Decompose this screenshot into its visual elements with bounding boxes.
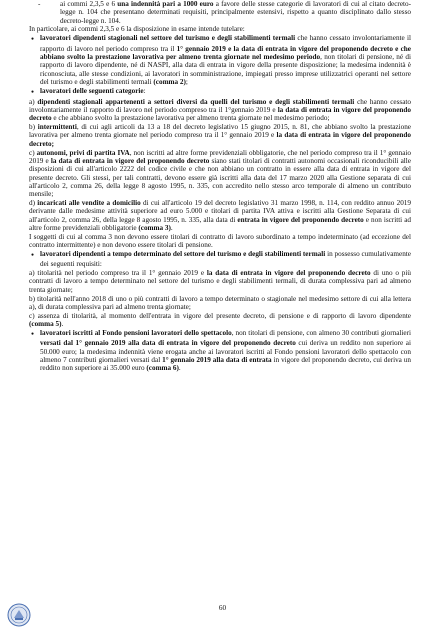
paragraph (29, 295, 411, 312)
dash-marker: - (38, 0, 41, 8)
text-run: c) (29, 148, 37, 157)
bold-text: incaricati alle vendite a domicilio (37, 198, 141, 207)
text-run: c) assenza di titolarità, al momento dell'entrata in vigore del presente decreto, di pensione e di rapporto di lavoro dipendente (29, 311, 411, 320)
paragraph (29, 233, 411, 250)
bold-text: lavoratori dipendenti a tempo determinato del settore del turismo e degli stabilimenti termali (40, 249, 326, 258)
bullet-marker: ● (31, 37, 35, 43)
senate-seal-icon (7, 603, 31, 627)
text-run: che hanno cessato involontariamente il rapporto di lavoro nel periodo compreso tra il 1°gennaio 2019 e (29, 97, 411, 114)
text-run: a favore delle stesse categorie di lavoratori di cui al citato decreto-legge n. 104 che presentano determinati requisiti, principalmente estensivi, rispetto a quanto disciplinato dallo stesso decreto-legge n. 104. (60, 0, 411, 25)
text-run: e non iscritti ad altre forme previdenziali obbligatorie (29, 215, 411, 232)
text-run: : (143, 86, 146, 95)
text-run: di uno o più contratti di lavoro a tempo determinato nel settore del turismo e degli stabilimenti termali, di durata complessiva pari ad almeno trenta giornate; (29, 269, 411, 294)
text-run: e che abbiano svolto la prestazione lavorativa per almeno trenta giornate nel medesimo periodo; (51, 114, 330, 123)
paragraph (29, 269, 411, 294)
bold-text: la data di entrata in vigore del proponendo decreto (50, 156, 210, 165)
paragraph (29, 98, 411, 123)
bullet-paragraph (29, 87, 411, 97)
text-run: siano stati titolari di contratti autonomi occasionali riconducibili alle disposizioni di cui all'articolo 2222 del codice civile e che non abbiano un contratto in essere alla data di entrata in vigore del presente decreto. Gli stessi, per tali contratti, devono essere già iscritti alla data del 17 marzo 2020 alla Gestione separata di cui all'articolo 2, comma 26, della legge 8 agosto 1995, n. 335, con accredito nello stesso arco temporale di almeno un contributo mensile; (29, 156, 411, 199)
text-run: , di cui agli articoli da 13 a 18 del decreto legislativo 15 giugno 2015, n. 81, che abbiano svolto la prestazione lavorativa per almeno trenta giornate nel periodo compreso tra il 1° gennaio 2019 e (29, 123, 411, 140)
bullet-marker: ● (31, 332, 35, 337)
text-run: cui deriva un reddito non superiore ai 50.000 euro; la medesima indennità viene erogata anche ai lavoratori iscritti al Fondo pensioni lavoratori dello spettacolo con almeno 7 contributi giornalieri versati dal (40, 339, 411, 364)
bold-text: (comma 3) (138, 223, 171, 232)
bullet-paragraph (29, 34, 411, 86)
text-run: in vigore del proponendo decreto, cui deriva un reddito non superiore ai 35.000 euro (40, 355, 411, 373)
bold-text: dipendenti stagionali appartenenti a settori diversi da quelli del turismo e degli stabilimenti termali (37, 97, 355, 106)
text-run: a) titolarità nel periodo compreso tra il 1° gennaio 2019 e (29, 269, 207, 278)
text-run: , non titolari di pensione, con almeno 30 contributi giornalieri (231, 329, 411, 337)
text-run: di cui all'articolo 19 del decreto legislativo 31 marzo 1998, n. 114, con reddito annuo 2019 derivante dalle medesime attività superiore ad euro 5.000 e titolari di partita IVA attiva e iscritti alla Gestione Separata di cui all'articolo 2, comma 26, della legge 8 agosto 1995, n. 335, alla data di (29, 198, 411, 224)
bold-text: la data di entrata in vigore del proponendo decreto (29, 105, 411, 123)
dash-paragraph (29, 0, 411, 25)
paragraph (29, 149, 411, 199)
bold-text: (comma 6) (146, 364, 179, 373)
text-run: , non titolari di pensione, né di rapporto di lavoro dipendente, né di NASPI, alla data di entrata in vigore della presente disposizione; la medesima indennità è riconosciuta, alle stesse condizioni, ai lavoratori in somministrazione, impiegati presso imprese utilizzatrici operanti nel settore del turismo e degli stabilimenti termali (40, 52, 411, 86)
text-run: ai commi 2,3,5 e 6 (60, 0, 118, 8)
bullet-marker: ● (31, 89, 35, 95)
bold-text: autonomi, privi di partita IVA (36, 148, 130, 157)
text-run: a) (29, 97, 38, 106)
bold-text: 1° gennaio 2019 alla data di entrata (162, 355, 272, 364)
text-run: , non iscritti ad altre forme previdenziali obbligatorie, che nel periodo compreso tra il 1° gennaio 2019 e (29, 148, 411, 165)
bold-text: lavoratori iscritti al Fondo pensioni lavoratori dello spettacolo (40, 329, 232, 337)
paragraph (29, 312, 411, 329)
text-run: . (170, 223, 173, 232)
text-run: In particolare, ai commi 2,3,5 e 6 la disposizione in esame intende tutelare: (29, 25, 245, 34)
paragraph (29, 199, 411, 232)
bold-text: lavoratori dipendenti stagionali nel settore del turismo e degli stabilimenti termali (40, 34, 296, 43)
text-run: . (178, 364, 181, 373)
bold-text: (comma 2) (153, 77, 186, 86)
paragraph (29, 123, 411, 148)
text-run: d) (29, 198, 38, 207)
text-run: che hanno cessato involontariamente il rapporto di lavoro nel periodo compreso tra il (40, 34, 411, 53)
text-run: I soggetti di cui al comma 3 non devono essere titolari di contratto di lavoro subordinato a tempo indeterminato (ad eccezione del contratto intermittente) e non devono essere titolari di pensione. (29, 232, 411, 250)
text-run: ; (185, 77, 188, 86)
bold-text: intermittenti (37, 123, 77, 132)
bold-text: (comma 5) (29, 320, 62, 329)
document-body (29, 0, 411, 373)
text-run: b) titolarità nell'anno 2018 di uno o più contratti di lavoro a tempo determinato o stagionale nel medesimo settore di cui alla lettera a), di durata complessiva pari ad almeno trenta giornate; (29, 294, 411, 311)
bold-text: una indennità pari a 1000 euro (117, 0, 214, 8)
bold-text: 1° gennaio 2019 e la data di entrata in vigore del proponendo decreto e che abbiano svolto la prestazione lavorativa per almeno trenta giornate nel medesimo periodo (40, 44, 411, 61)
bold-text: versati dal 1° gennaio 2019 alla data di entrata in vigore del proponendo decreto (40, 339, 296, 348)
bold-text: la data di entrata in vigore del proponendo decreto (206, 269, 371, 278)
bullet-paragraph (29, 329, 411, 372)
bullet-marker: ● (31, 252, 35, 258)
bold-text: la data di entrata in vigore del proponendo decreto; (29, 131, 411, 148)
bold-text: lavoratori delle seguenti categorie (40, 86, 144, 95)
bold-text: entrata in vigore del proponendo decreto (237, 215, 364, 224)
text-run: b) (29, 123, 38, 132)
text-run: in possesso cumulativamente dei seguenti requisiti: (40, 249, 411, 269)
text-run: . (61, 320, 64, 329)
page-number: 60 (218, 604, 227, 612)
paragraph (29, 25, 411, 33)
bullet-paragraph (29, 250, 411, 269)
